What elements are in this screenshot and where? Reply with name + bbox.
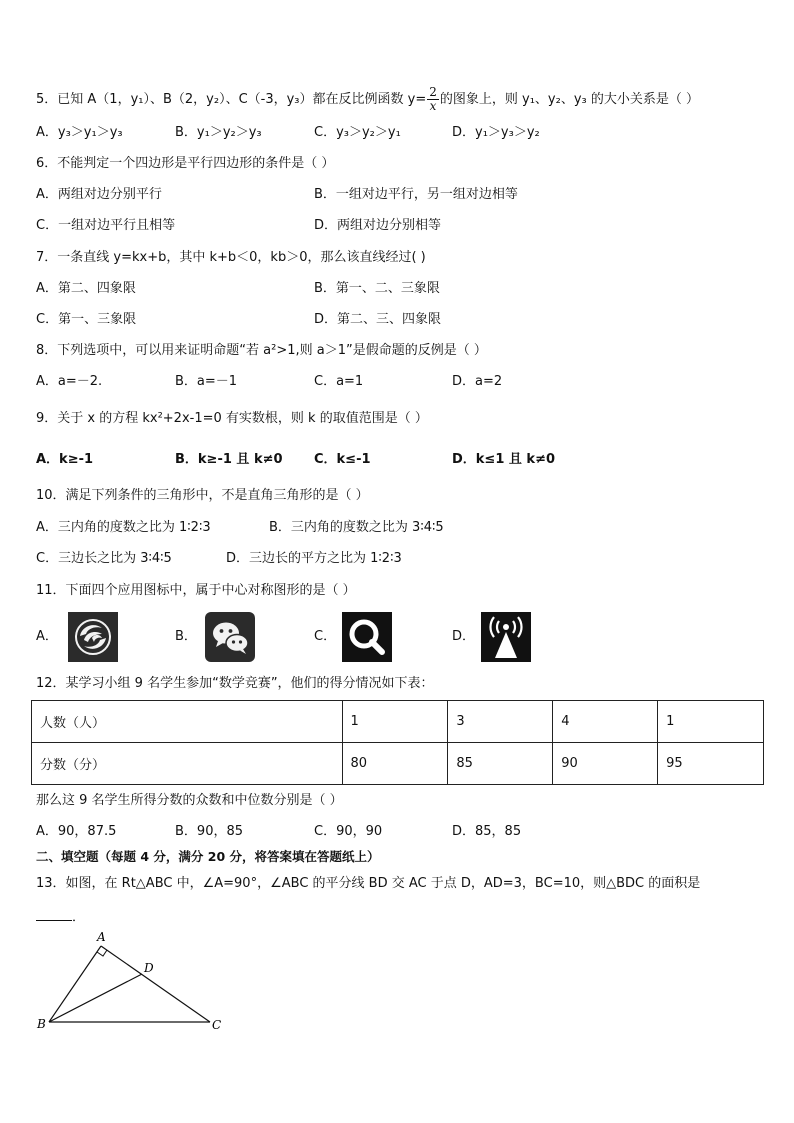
side-ab (49, 946, 101, 1022)
q5-option-d[interactable]: D．y₁＞y₃＞y₂ (452, 125, 540, 140)
q5-option-a[interactable]: A．y₃＞y₁＞y₃ (36, 125, 123, 140)
q10-option-a[interactable]: A．三内角的度数之比为 1∶2∶3 (36, 520, 211, 535)
signal-tower-icon[interactable] (481, 612, 531, 662)
q12-option-d[interactable]: D．85，85 (452, 824, 522, 839)
q7-stem: 7．一条直线 y=kx+b，其中 k+b＜0，kb＞0，那么该直线经过( ) (36, 250, 426, 265)
q10-option-b[interactable]: B．三内角的度数之比为 3∶4∶5 (269, 520, 444, 535)
q7-option-a[interactable]: A．第二、四象限 (36, 281, 136, 296)
vertex-label-b: B (37, 1017, 46, 1031)
q5-option-b[interactable]: B．y₁＞y₂＞y₃ (175, 125, 262, 140)
q10-option-c[interactable]: C．三边长之比为 3∶4∶5 (36, 551, 172, 566)
q13-stem: 13．如图，在 Rt△ABC 中，∠A=90°，∠ABC 的平分线 BD 交 AC 于点 D，AD=3，BC=10，则△BDC 的面积是 (36, 876, 701, 891)
bisector-bd (49, 974, 142, 1022)
vertex-label-a: A (97, 930, 106, 944)
q9-option-a[interactable]: A．k≥-1 (36, 452, 94, 467)
right-angle-mark (97, 950, 107, 956)
q8-option-b[interactable]: B．a=－1 (175, 374, 238, 389)
q12-option-c[interactable]: C．90，90 (314, 824, 383, 839)
q11-stem: 11．下面四个应用图标中，属于中心对称图形的是（ ） (36, 583, 356, 598)
q5-option-c[interactable]: C．y₃＞y₂＞y₁ (314, 125, 401, 140)
vertex-label-d: D (144, 961, 154, 975)
table-cell: 80 (342, 743, 448, 785)
q7-option-b[interactable]: B．第一、二、三象限 (314, 281, 440, 296)
table-row-count (32, 701, 764, 743)
q8-option-c[interactable]: C．a=1 (314, 374, 364, 389)
q12-option-b[interactable]: B．90，85 (175, 824, 244, 839)
row-header-count: 人数（人） (32, 701, 343, 743)
q6-option-b[interactable]: B．一组对边平行，另一组对边相等 (314, 187, 518, 202)
answer-blank[interactable] (36, 906, 72, 921)
q8-option-a[interactable]: A．a=－2. (36, 374, 103, 389)
q10-option-d[interactable]: D．三边长的平方之比为 1∶2∶3 (226, 551, 402, 566)
score-table (31, 700, 764, 785)
q12-followup: 那么这 9 名学生所得分数的众数和中位数分别是（ ） (36, 793, 343, 808)
q5-stem: 5．已知 A（1，y₁）、B（2，y₂）、C（-3，y₃）都在反比例函数 y= $\frac{2}{x}$ 的图象上，则 y₁、y₂、y₃ 的大小关系是（ ） (36, 85, 699, 113)
q9-option-d[interactable]: D．k≤1 且 k≠0 (452, 452, 556, 467)
search-q-icon[interactable] (342, 612, 392, 662)
q7-option-c[interactable]: C．第一、三象限 (36, 312, 137, 327)
q6-option-d[interactable]: D．两组对边分别相等 (314, 218, 442, 233)
table-cell: 3 (448, 701, 553, 743)
q6-option-a[interactable]: A．两组对边分别平行 (36, 187, 162, 202)
q6-option-c[interactable]: C．一组对边平行且相等 (36, 218, 176, 233)
q12-option-a[interactable]: A．90，87.5 (36, 824, 117, 839)
triangle-figure (30, 928, 230, 1038)
table-row-score (32, 743, 764, 785)
q9-option-c[interactable]: C．k≤-1 (314, 452, 371, 467)
fraction-2-over-x: $\frac{2}{x}$ (429, 85, 437, 113)
table-cell: 4 (553, 701, 658, 743)
table-cell: 90 (553, 743, 658, 785)
q11-label-b[interactable]: B． (175, 629, 197, 644)
q11-label-a[interactable]: A． (36, 629, 58, 644)
table-cell: 1 (658, 701, 764, 743)
table-cell: 1 (342, 701, 448, 743)
row-header-score: 分数（分） (32, 743, 343, 785)
q8-stem: 8．下列选项中，可以用来证明命题“若 a²>1,则 a＞1”是假命题的反例是（ ） (36, 343, 487, 358)
q11-label-c[interactable]: C． (314, 629, 337, 644)
phoenix-swirl-icon[interactable] (68, 612, 118, 662)
q6-stem: 6．不能判定一个四边形是平行四边形的条件是（ ） (36, 156, 335, 171)
table-cell: 85 (448, 743, 553, 785)
section-heading-fill-in: 二、填空题（每题 4 分，满分 20 分，将答案填在答题纸上） (36, 849, 380, 864)
side-ac (101, 946, 210, 1022)
vertex-label-c: C (212, 1018, 222, 1032)
wechat-icon[interactable] (205, 612, 255, 662)
table-cell: 95 (658, 743, 764, 785)
q13-answer-line[interactable] (36, 906, 85, 927)
q10-stem: 10．满足下列条件的三角形中，不是直角三角形的是（ ） (36, 488, 369, 503)
blank-end-period: ． (72, 910, 86, 925)
q8-option-d[interactable]: D．a=2 (452, 374, 503, 389)
q11-label-d[interactable]: D． (452, 629, 476, 644)
q9-option-b[interactable]: B．k≥-1 且 k≠0 (175, 452, 283, 467)
q9-stem: 9．关于 x 的方程 kx²+2x-1=0 有实数根，则 k 的取值范围是（ ） (36, 411, 428, 426)
q12-stem: 12．某学习小组 9 名学生参加“数学竞赛”，他们的得分情况如下表： (36, 676, 434, 691)
q7-option-d[interactable]: D．第二、三、四象限 (314, 312, 442, 327)
